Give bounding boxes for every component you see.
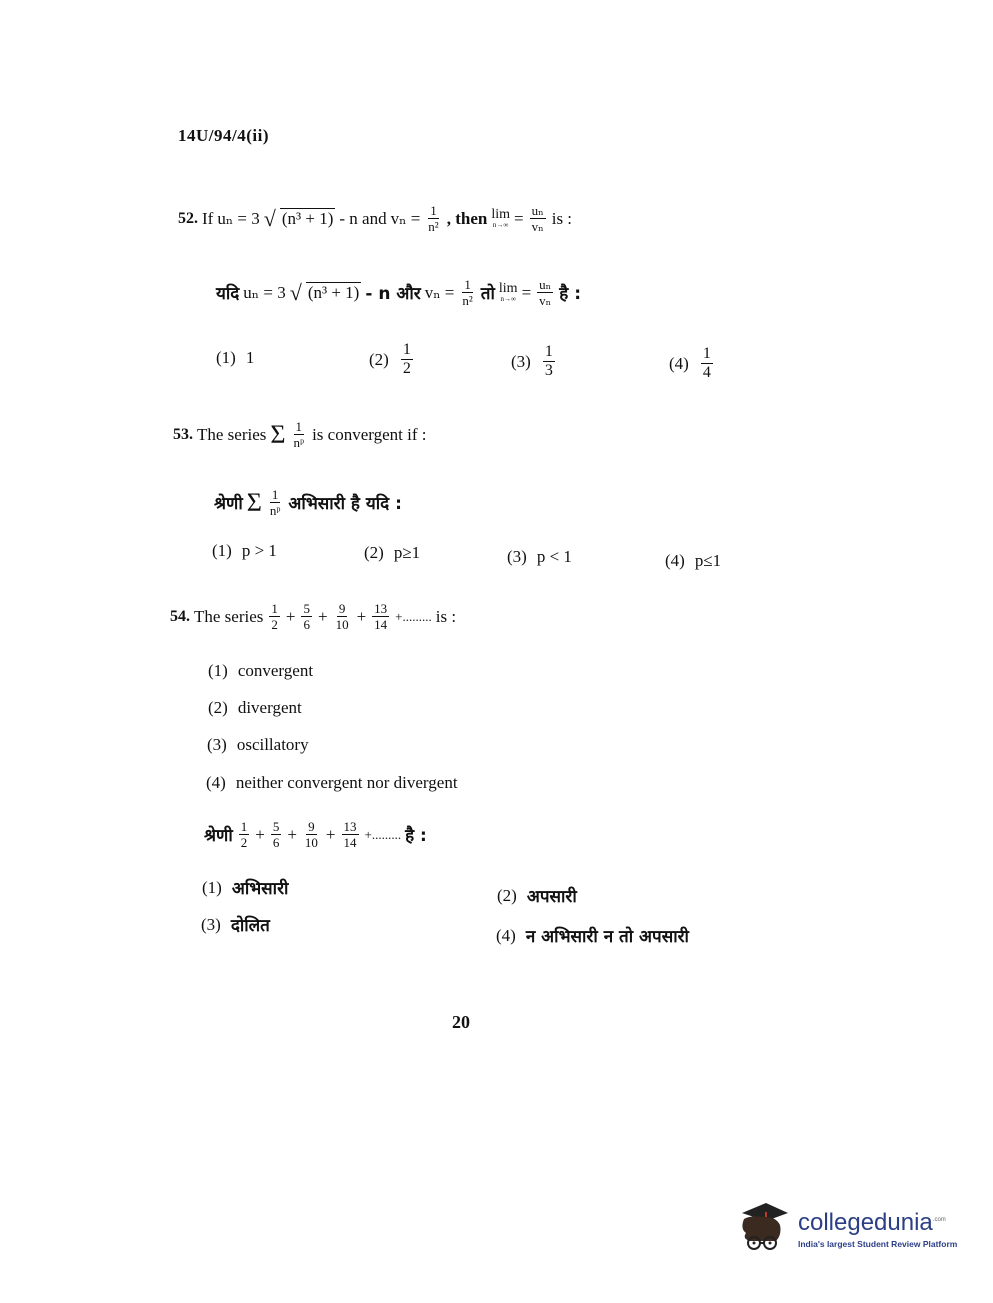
q52-hi-un-expr: uₙ = 3 — [243, 282, 286, 302]
frac-den: 4 — [702, 364, 711, 381]
frac-den: nᵖ — [269, 503, 281, 518]
option-number: (2) — [364, 543, 384, 562]
option-number: (4) — [496, 925, 516, 945]
q52-limit — [491, 208, 510, 229]
q53-suffix: is convergent if : — [312, 424, 427, 444]
option-value: convergent — [237, 661, 314, 680]
q52-root-expr: (n³ + 1) — [281, 209, 334, 228]
frac-den: 6 — [303, 617, 310, 632]
brand-tld: .com — [932, 1217, 946, 1223]
frac-num: 1 — [544, 343, 553, 360]
frac-den: 2 — [402, 360, 411, 377]
q54-hi-option-4 — [496, 924, 689, 947]
q54-term-2 — [301, 602, 312, 631]
option-value: दोलित — [230, 916, 270, 936]
q54-hi-term-4 — [342, 820, 359, 849]
option-number: (2) — [208, 698, 228, 717]
lim-sub: n→∞ — [500, 295, 516, 303]
option-value: न अभिसारी न तो अपसारी — [525, 927, 689, 947]
frac-den: n² — [462, 293, 473, 308]
paper-code: 14U/94/4(ii) — [178, 126, 269, 145]
q52-option-4 — [669, 346, 715, 381]
q52-option-3 — [511, 344, 557, 379]
brand-tagline: India's largest Student Review Platform — [798, 1239, 958, 1249]
frac-num: 1 — [295, 419, 303, 434]
frac-den: vₙ — [539, 293, 552, 308]
option-number: (3) — [201, 914, 221, 934]
option-fraction — [401, 342, 413, 377]
q54-en-option-3 — [207, 735, 309, 755]
q52-un-expr: uₙ = 3 — [217, 208, 260, 228]
frac-num: 5 — [303, 601, 310, 616]
frac-num: 1 — [402, 341, 411, 358]
option-number: (2) — [369, 349, 389, 369]
frac-den: vₙ — [531, 219, 544, 234]
frac-den: 2 — [240, 835, 248, 850]
q54-hi-option-1 — [202, 876, 288, 899]
sigma-icon: Σ — [270, 419, 286, 449]
q54-hi-tail: +......... — [364, 826, 402, 842]
q53-fraction — [292, 420, 307, 449]
q53-hi-suffix: अभिसारी है यदि : — [288, 494, 402, 514]
lim-sub: n→∞ — [492, 221, 509, 229]
frac-num: 9 — [338, 601, 346, 616]
option-value: 1 — [245, 348, 255, 367]
frac-den: 14 — [343, 835, 357, 850]
q54-hi-option-3 — [201, 913, 270, 936]
frac-den: nᵖ — [293, 435, 305, 450]
frac-num: uₙ — [531, 203, 544, 218]
frac-den: 6 — [272, 835, 280, 850]
option-fraction — [701, 346, 713, 381]
q52-hi-then: तो — [480, 284, 495, 304]
q52-number: 52. — [178, 209, 198, 227]
q52-vn-fraction — [426, 204, 440, 233]
q54-hi-is: है : — [405, 826, 427, 846]
brand-name — [798, 1211, 957, 1235]
frac-num: 1 — [702, 345, 711, 362]
option-value: p≤1 — [694, 551, 722, 570]
sigma-icon: Σ — [246, 487, 262, 517]
q52-then-text: , then — [446, 208, 488, 228]
option-number: (3) — [207, 735, 227, 754]
q54-tail: +......... — [395, 608, 432, 624]
q54-number: 54. — [170, 607, 190, 625]
frac-num: 1 — [464, 277, 471, 292]
q54-hi-term-3 — [303, 820, 320, 849]
q52-hi-root-expr: (n³ + 1) — [307, 283, 360, 302]
frac-num: 1 — [271, 601, 278, 616]
frac-num: 1 — [240, 819, 248, 834]
option-fraction — [543, 344, 555, 379]
frac-num: 13 — [343, 819, 357, 834]
option-value: p≥1 — [393, 543, 421, 562]
q52-option-2 — [369, 342, 415, 377]
frac-den: 2 — [271, 617, 278, 632]
q53-option-2 — [364, 543, 420, 563]
mascot-icon — [736, 1199, 792, 1261]
q53-prefix: The series — [197, 424, 267, 444]
option-value: अभिसारी — [231, 879, 289, 899]
q54-en-option-4 — [206, 773, 458, 793]
option-number: (4) — [665, 551, 685, 570]
frac-den: 3 — [544, 362, 553, 379]
lim-text: lim — [498, 281, 518, 296]
lim-text: lim — [491, 207, 510, 222]
option-value: oscillatory — [236, 735, 309, 754]
frac-den: n² — [428, 219, 439, 234]
q52-hi-ratio — [537, 278, 553, 307]
frac-num: 1 — [271, 487, 279, 502]
option-value: divergent — [237, 698, 302, 717]
option-number: (1) — [216, 348, 236, 367]
option-number: (4) — [206, 773, 226, 792]
q52-english: 52. If uₙ = 3 √ (n³ + 1) - n and vₙ = $\frac{1}{\text{n²}}$ , then lim n→∞ = $\frac{\text{uₙ}}{\text{vₙ}}$ is : — [178, 203, 573, 234]
brand-text: collegedunia — [798, 1209, 933, 1236]
collegedunia-logo — [736, 1195, 966, 1265]
frac-num: 9 — [308, 819, 315, 834]
frac-num: 5 — [272, 819, 280, 834]
q53-option-3 — [507, 547, 572, 567]
q53-hi-prefix: श्रेणी — [214, 494, 243, 514]
q52-hi-if: यदि — [216, 284, 240, 304]
frac-num: uₙ — [539, 277, 552, 292]
q52-option-1 — [216, 348, 254, 368]
q52-hi-is: है : — [559, 284, 582, 304]
q54-hi-prefix: श्रेणी — [204, 826, 233, 846]
q52-hi-vn: vₙ = — [424, 282, 455, 302]
option-number: (4) — [669, 353, 689, 373]
q54-hi-term-1 — [239, 820, 250, 849]
q54-term-3 — [334, 602, 351, 631]
q53-hindi — [214, 488, 402, 517]
q52-hi-and: - n और — [365, 284, 421, 304]
frac-den: 10 — [335, 617, 349, 632]
sqrt-icon: √ — [289, 279, 302, 305]
frac-den: 10 — [304, 835, 318, 850]
q52-hi-limit — [499, 282, 518, 303]
option-value: p > 1 — [241, 541, 277, 560]
page-number: 20 — [452, 1012, 470, 1032]
option-number: (1) — [202, 877, 222, 897]
option-number: (3) — [511, 351, 531, 371]
q54-prefix: The series — [194, 606, 264, 626]
q53-option-4 — [665, 551, 721, 571]
q54-term-1 — [269, 602, 280, 631]
option-number: (3) — [507, 547, 527, 566]
frac-den: 14 — [374, 617, 388, 632]
q52-ratio — [530, 204, 546, 233]
q54-is-text: is : — [435, 606, 457, 626]
q54-hi-option-2 — [497, 884, 577, 907]
q53-english — [173, 420, 427, 449]
option-value: p < 1 — [536, 547, 572, 566]
q52-if-text: If — [202, 208, 214, 228]
q54-english: 54. The series $\frac{1}{2}$ + $\frac{5}{6}$ + $\frac{9}{10}$ + $\frac{13}{14}$ +......... is : — [170, 601, 457, 632]
q53-number: 53. — [173, 425, 193, 443]
option-value: neither convergent nor divergent — [235, 773, 458, 792]
q54-term-4 — [372, 602, 389, 631]
frac-num: 13 — [374, 601, 388, 616]
q52-is-text: is : — [551, 208, 573, 228]
q54-en-option-1 — [208, 661, 313, 681]
option-value: अपसारी — [526, 887, 577, 907]
q53-option-1 — [212, 541, 277, 561]
q54-hi-term-2 — [271, 820, 282, 849]
q52-hindi: यदि uₙ = 3 √ (n³ + 1) - n और vₙ = $\frac{1}{\text{n²}}$ तो lim n→∞ = $\frac{\text{uₙ}}{\text{vₙ}}$ है : — [216, 277, 582, 308]
option-number: (1) — [212, 541, 232, 560]
q54-en-option-2 — [208, 698, 302, 718]
q52-hi-vn-fraction — [460, 278, 474, 307]
q52-minus-n: - n and — [339, 208, 387, 228]
logo-text — [798, 1211, 957, 1249]
frac-num: 1 — [430, 203, 437, 218]
q54-hindi: श्रेणी $\frac{1}{2}$ + $\frac{5}{6}$ + $\frac{9}{10}$ + $\frac{13}{14}$ +......... है : — [204, 819, 427, 850]
sqrt-icon: √ — [263, 205, 276, 231]
q53-hi-fraction — [268, 488, 283, 517]
option-number: (2) — [497, 885, 517, 905]
option-number: (1) — [208, 661, 228, 680]
q52-vn: vₙ = — [390, 208, 421, 228]
